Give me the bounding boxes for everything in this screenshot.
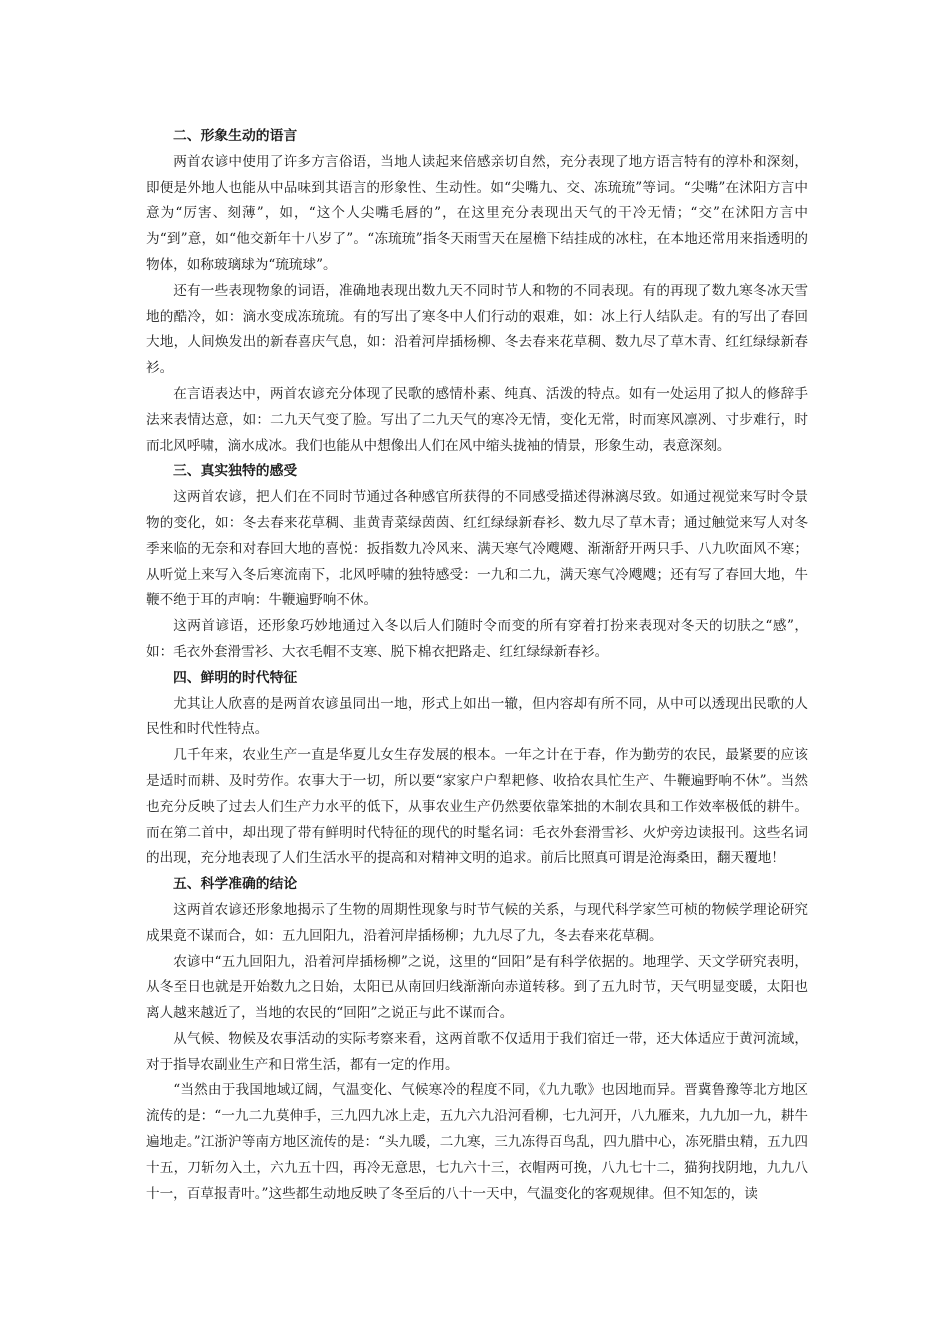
paragraph: 这两首农谚还形象地揭示了生物的周期性现象与时节气候的关系，与现代科学家竺可桢的物候学理论研究成果竟不谋而合，如：五九回阳九，沿着河岸插杨柳；九九尽了九，冬去春来花草稠。 — [146, 901, 808, 944]
section-heading: 三、真实独特的感受 — [173, 463, 298, 480]
paragraph: 这两首谚语，还形象巧妙地通过入冬以后人们随时令而变的所有穿着打扮来表现对冬天的切肤之“感”，如：毛衣外套滑雪衫、大衣毛帽不支寒、脱下棉衣把路走、红红绿绿新春衫。 — [146, 618, 808, 660]
paragraph: 几千年来，农业生产一直是华夏儿女生存发展的根本。一年之计在于春，作为勤劳的农民，最紧要的应该是适时而耕、及时劳作。农事大于一切，所以要“家家户户犁耙修、收拾农具忙生产、牛鞭遍野响不休”。当然也充分反映了过去人们生产力水平的低下，从事农业生产仍然要依靠笨拙的木制农具和工作效率极低的耕牛。而在第二首中，却出现了带有鲜明时代特征的现代的时髦名词：毛衣外套滑雪衫、火炉旁边读报刊。这些名词的出现，充分地表现了人们生活水平的提高和对精神文明的追求。前后比照真可谓是沧海桑田，翻天覆地！ — [146, 747, 808, 867]
paragraph: 农谚中“五九回阳九，沿着河岸插杨柳”之说，这里的“回阳”是有科学依据的。地理学、天文学研究表明，从冬至日也就是开始数九之日始，太阳已从南回归线渐渐向赤道转移。到了五九时节，天气明显变暖，太阳也离人越来越近了，当地的农民的“回阳”之说正与此不谋而合。 — [146, 953, 808, 1022]
paragraph: 尤其让人欣喜的是两首农谚虽同出一地，形式上如出一辙，但内容却有所不同，从中可以透现出民歌的人民性和时代性特点。 — [146, 695, 808, 738]
paragraph: 在言语表达中，两首农谚充分体现了民歌的感情朴素、纯真、活泼的特点。如有一处运用了拟人的修辞手法来表情达意，如：二九天气变了脸。写出了二九天气的寒冷无情，变化无常，时而寒风凛冽、寸步难行，时而北风呼啸，滴水成冰。我们也能从中想像出人们在风中缩头拢袖的情景，形象生动，表意深刻。 — [146, 385, 808, 454]
section-heading: 四、鲜明的时代特征 — [173, 669, 298, 686]
section-language — [146, 124, 808, 459]
document-page — [146, 124, 808, 1207]
paragraph: 从气候、物候及农事活动的实际考察来看，这两首歌不仅适用于我们宿迁一带，还大体适应于黄河流域，对于指导农副业生产和日常生活，都有一定的作用。 — [146, 1030, 808, 1073]
paragraph: 这两首农谚，把人们在不同时节通过各种感官所获得的不同感受描述得淋漓尽致。如通过视觉来写时令景物的变化，如：冬去春来花草稠、韭黄青菜绿茵茵、红红绿绿新春衫、数九尽了草木青；通过触觉来写人对冬季来临的无奈和对春回大地的喜悦：扳指数九冷风来、满天寒气冷飕飕、渐渐舒开两只手、八九吹面风不寒；从听觉上来写入冬后寒流南下，北风呼啸的独特感受：一九和二九，满天寒气冷飕飕；还有写了春回大地，牛鞭不绝于耳的声响：牛鞭遍野响不休。 — [146, 489, 808, 609]
paragraph: 还有一些表现物象的词语，准确地表现出数九天不同时节人和物的不同表现。有的再现了数九寒冬冰天雪地的酷冷，如：滴水变成冻琉琉。有的写出了寒冬中人们行动的艰难，如：冰上行人结队走。有的写出了春回大地，人间焕发出的新春喜庆气息，如：沿着河岸插杨柳、冬去春来花草稠、数九尽了草木青、红红绿绿新春衫。 — [146, 282, 808, 377]
section-era — [146, 666, 808, 872]
section-feeling — [146, 459, 808, 665]
paragraph: 两首农谚中使用了许多方言俗语，当地人读起来倍感亲切自然，充分表现了地方语言特有的淳朴和深刻，即便是外地人也能从中品味到其语言的形象性、生动性。如“尖嘴九、交、冻琉琉”等词。“尖嘴”在沭阳方言中意为“厉害、刻薄”，如，“这个人尖嘴毛唇的”，在这里充分表现出天气的干冷无情；“交”在沭阳方言中为“到”意，如“他交新年十八岁了”。“冻琉琉”指冬天雨雪天在屋檐下结挂成的冰柱，在本地还常用来指透明的物体，如称玻璃球为“琉琉球”。 — [146, 153, 808, 273]
section-science — [146, 872, 808, 1207]
section-heading: 五、科学准确的结论 — [173, 876, 298, 893]
section-heading: 二、形象生动的语言 — [173, 128, 298, 144]
paragraph: “当然由于我国地域辽阔，气温变化、气候寒冷的程度不同，《九九歌》也因地而异。晋冀鲁豫等北方地区流传的是：“一九二九莫伸手，三九四九冰上走，五九六九沿河看柳，七九河开，八九雁来，九九加一九，耕牛遍地走。”江浙沪等南方地区流传的是：“头九暖，二九寒，三九冻得百鸟乱，四九腊中心，冻死腊虫精，五九四十五，刀斩勿入土，六九五十四，再冷无意思，七九六十三，衣帽两可挽，八九七十二，猫狗找阴地，九九八十一，百草报青叶。”这些都生动地反映了冬至后的八十一天中，气温变化的客观规律。但不知怎的，读 — [146, 1082, 808, 1202]
